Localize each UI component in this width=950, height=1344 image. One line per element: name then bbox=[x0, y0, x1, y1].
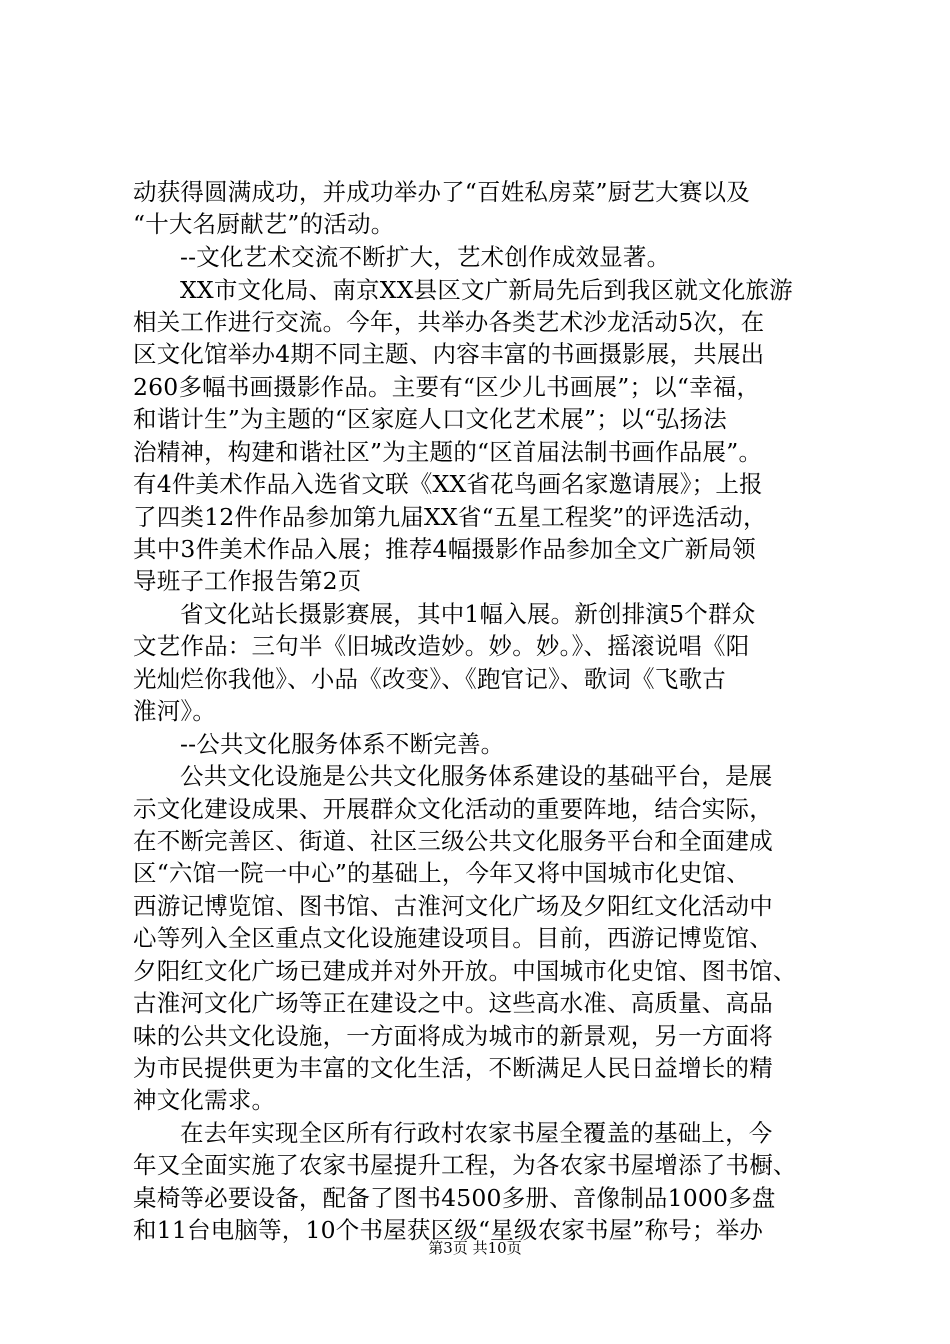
text-line: 光灿烂你我他》、小品《改变》、《跑官记》、歌词《飞歌古 bbox=[133, 665, 726, 693]
section-heading: --文化艺术交流不断扩大，艺术创作成效显著。 bbox=[180, 243, 671, 271]
text-line: 公共文化设施是公共文化服务体系建设的基础平台，是展 bbox=[180, 762, 773, 790]
text-line: 桌椅等必要设备，配备了图书4500多册、音像制品1000多盘 bbox=[133, 1184, 776, 1212]
text-line: 古淮河文化广场等正在建设之中。这些高水准、高质量、高品 bbox=[133, 989, 773, 1017]
text-line: 心等列入全区重点文化设施建设项目。目前，西游记博览馆、 bbox=[133, 924, 773, 952]
text-line: 淮河》。 bbox=[133, 697, 217, 725]
text-line: 260多幅书画摄影作品。主要有“区少儿书画展”；以“幸福， bbox=[133, 373, 761, 401]
text-line: XX市文化局、南京XX县区文广新局先后到我区就文化旅游 bbox=[180, 276, 793, 304]
text-line: 夕阳红文化广场已建成并对外开放。中国城市化史馆、图书馆、 bbox=[133, 957, 797, 985]
text-line: 区“六馆一院一中心”的基础上，今年又将中国城市化史馆、 bbox=[133, 859, 750, 887]
text-line: 其中3件美术作品入展；推荐4幅摄影作品参加全文广新局领 bbox=[133, 535, 756, 563]
text-line: 了四类12件作品参加第九届XX省“五星工程奖”的评选活动， bbox=[133, 503, 767, 531]
text-line: 治精神，构建和谐社区”为主题的“区首届法制书画作品展”。 bbox=[133, 438, 763, 466]
text-line: 和11台电脑等，10个书屋获区级“星级农家书屋”称号；举办 bbox=[133, 1216, 764, 1244]
section-heading: --公共文化服务体系不断完善。 bbox=[180, 730, 505, 758]
text-line: 动获得圆满成功，并成功举办了“百姓私房菜”厨艺大赛以及 bbox=[133, 178, 750, 206]
text-line: 相关工作进行交流。今年，共举办各类艺术沙龙活动5次，在 bbox=[133, 308, 765, 336]
text-line: 和谐计生”为主题的“区家庭人口文化艺术展”；以“弘扬法 bbox=[133, 405, 727, 433]
text-line: 为市民提供更为丰富的文化生活，不断满足人民日益增长的精 bbox=[133, 1054, 773, 1082]
text-line: 区文化馆举办4期不同主题、内容丰富的书画摄影展，共展出 bbox=[133, 340, 765, 368]
text-line: 有4件美术作品入选省文联《XX省花鸟画名家邀请展》；上报 bbox=[133, 470, 763, 498]
text-line: 导班子工作报告第2页 bbox=[133, 567, 362, 595]
text-line: 省文化站长摄影赛展，其中1幅入展。新创排演5个群众 bbox=[180, 600, 756, 628]
text-line: 示文化建设成果、开展群众文化活动的重要阵地，结合实际， bbox=[133, 795, 773, 823]
text-line: 味的公共文化设施，一方面将成为城市的新景观，另一方面将 bbox=[133, 1022, 773, 1050]
text-line: 神文化需求。 bbox=[133, 1086, 276, 1114]
text-line: “十大名厨献艺”的活动。 bbox=[133, 210, 395, 238]
text-line: 在不断完善区、街道、社区三级公共文化服务平台和全面建成 bbox=[133, 827, 773, 855]
page-number-footer: 第3页 共10页 bbox=[428, 1239, 522, 1257]
text-line: 年又全面实施了农家书屋提升工程，为各农家书屋增添了书橱、 bbox=[133, 1151, 797, 1179]
text-line: 在去年实现全区所有行政村农家书屋全覆盖的基础上，今 bbox=[180, 1119, 773, 1147]
text-line: 文艺作品：三句半《旧城改造妙。妙。妙。》、摇滚说唱《阳 bbox=[133, 632, 750, 660]
text-line: 西游记博览馆、图书馆、古淮河文化广场及夕阳红文化活动中 bbox=[133, 892, 773, 920]
